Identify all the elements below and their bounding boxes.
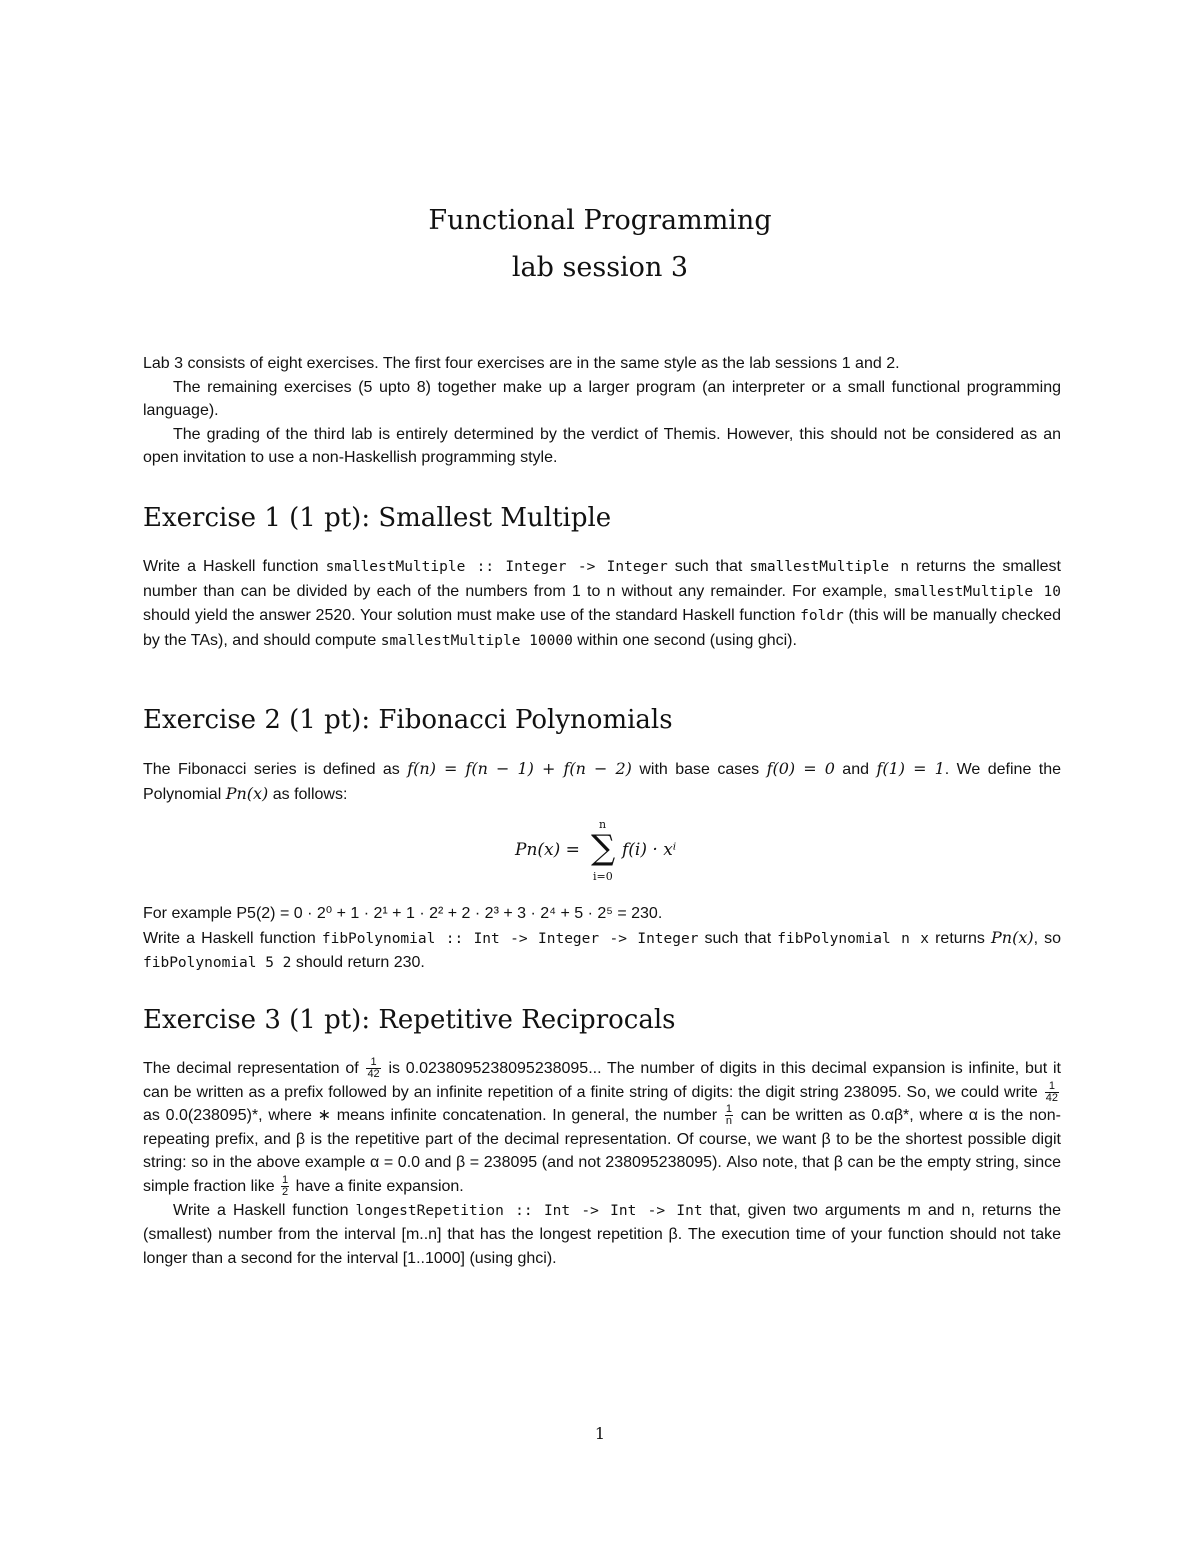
ex1-code-foldr: foldr <box>800 608 844 625</box>
document-title: Functional Programming <box>428 205 772 236</box>
exercise-2-task <box>143 926 1061 976</box>
exercise-2-example: For example P5(2) = 0 · 2⁰ + 1 · 2¹ + 1 · 2² + 2 · 2³ + 3 · 2⁴ + 5 · 2⁵ = 230. <box>143 905 663 922</box>
ex3-text-4: can be written as 0.αβ*, where α is the non-repeating prefix, and β is the repetitive part of the decimal representation. Of course, we want β to be the shortest possible digit string: so in the above example α = 0.0 and β = 238095 (and not 238095238095). Also note, that β can be the empty string, since simple fraction like <box>143 1107 1062 1195</box>
polynomial-formula <box>0 820 1200 890</box>
ex2-math-poly: Pn(x) <box>225 783 269 803</box>
ex1-code-example: smallestMultiple 10 <box>893 583 1061 600</box>
ex2-text-2: with base cases <box>631 761 767 778</box>
formula-sum-lower: i=0 <box>593 870 613 883</box>
page-number: 1 <box>594 1424 606 1443</box>
exercise-2-body-continued <box>143 902 1061 976</box>
ex2-code-signature: fibPolynomial :: Int -> Integer -> Integer <box>321 930 699 947</box>
exercise-3-body <box>143 1057 1061 1270</box>
summation-icon: ∑ <box>591 828 616 868</box>
ex2-task-text-1: Write a Haskell function <box>143 929 322 947</box>
exercise-1-heading: Exercise 1 (1 pt): Smallest Multiple <box>143 503 612 533</box>
ex2-task-text-3: returns <box>928 929 991 947</box>
exercise-3-heading: Exercise 3 (1 pt): Repetitive Reciprocals <box>143 1005 676 1035</box>
ex2-task-text-5: should return 230. <box>291 954 425 972</box>
formula-rhs: f(i) · xⁱ <box>622 840 677 860</box>
ex2-math-base0: f(0) = 0 <box>766 759 835 778</box>
ex1-code-large: smallestMultiple 10000 <box>380 632 573 649</box>
document-subtitle: lab session 3 <box>511 252 689 283</box>
ex1-code-call: smallestMultiple n <box>749 559 910 575</box>
intro-paragraph-1: Lab 3 consists of eight exercises. The first four exercises are in the same style as the lab sessions 1 and 2. <box>143 355 900 372</box>
ex3-text-3: as 0.0(238095)*, where ∗ means infinite concatenation. In general, the number <box>143 1107 723 1125</box>
ex2-math-base1: f(1) = 1 <box>876 759 945 778</box>
ex2-code-example: fibPolynomial 5 2 <box>143 955 292 972</box>
ex2-code-call: fibPolynomial n x <box>777 930 929 947</box>
ex3-code-signature: longestRepetition :: Int -> Int -> Int <box>355 1202 703 1219</box>
ex3-text-1: The decimal representation of <box>143 1060 365 1077</box>
exercise-2-body <box>143 757 1061 806</box>
intro-section <box>143 352 1061 470</box>
ex3-text-5: have a finite expansion. <box>291 1177 464 1195</box>
ex2-text-4: . We define the Polynomial <box>143 761 1062 803</box>
exercise-2-paragraph <box>143 757 1061 806</box>
fraction-1-42-b: $\frac{1}{42}$ <box>1045 1079 1058 1104</box>
ex2-text-1: The Fibonacci series is defined as <box>143 761 408 778</box>
ex1-text-6: within one second (using ghci). <box>572 631 797 649</box>
fraction-1-n: $\frac{1}{n}$ <box>725 1103 732 1128</box>
ex2-task-text-4: , so <box>1033 929 1062 947</box>
ex3-task-text-1: Write a Haskell function <box>173 1201 356 1219</box>
ex2-text-5: as follows: <box>268 785 348 803</box>
ex1-text-4: should yield the answer 2520. Your solution must make use of the standard Haskell function <box>143 607 801 625</box>
ex2-math-recurrence: f(n) = f(n − 1) + f(n − 2) <box>407 759 632 778</box>
fraction-1-42: $\frac{1}{42}$ <box>367 1056 380 1081</box>
ex1-text-5: (this will be manually checked by the TAs), and should compute <box>143 607 1062 649</box>
exercise-3-paragraph-2 <box>143 1199 1061 1271</box>
ex1-text-1: Write a Haskell function <box>143 558 326 575</box>
ex1-text-2: such that <box>667 558 750 575</box>
ex2-text-3: and <box>834 761 877 778</box>
ex2-task-math: Pn(x) <box>991 927 1034 947</box>
formula-lhs: Pn(x) = <box>515 840 580 860</box>
exercise-1-body <box>143 555 1061 653</box>
ex3-task-text-2: that, given two arguments m and n, returns the (smallest) number from the interval [m..n] that has the longest repetition β. The execution time of your function should not take longer than a second for the interval [1..1000] (using ghci). <box>143 1201 1061 1267</box>
formula-sum-upper: n <box>599 818 607 831</box>
ex3-text-2: is 0.0238095238095238095... The number of digits in this decimal expansion is infinite, but it can be written as a prefix followed by an infinite repetition of a finite string of digits: the digit string 238095. So, we could write <box>143 1060 1061 1101</box>
fraction-1-2: $\frac{1}{2}$ <box>282 1174 289 1199</box>
intro-paragraph-2: The remaining exercises (5 upto 8) together make up a larger program (an interpreter or a small functional programming language). <box>143 378 1061 420</box>
exercise-2-heading: Exercise 2 (1 pt): Fibonacci Polynomials <box>143 705 673 735</box>
ex1-text-3: returns the smallest number than can be divided by each of the numbers from 1 to n without any remainder. For example, <box>143 558 1061 600</box>
intro-paragraph-3: The grading of the third lab is entirely determined by the verdict of Themis. However, this should not be considered as an open invitation to use a non-Haskellish programming style. <box>143 425 1061 467</box>
exercise-3-paragraph-1 <box>143 1057 1061 1199</box>
ex1-code-signature: smallestMultiple :: Integer -> Integer <box>325 559 668 575</box>
ex2-task-text-2: such that <box>698 929 778 947</box>
exercise-1-paragraph <box>143 555 1061 653</box>
